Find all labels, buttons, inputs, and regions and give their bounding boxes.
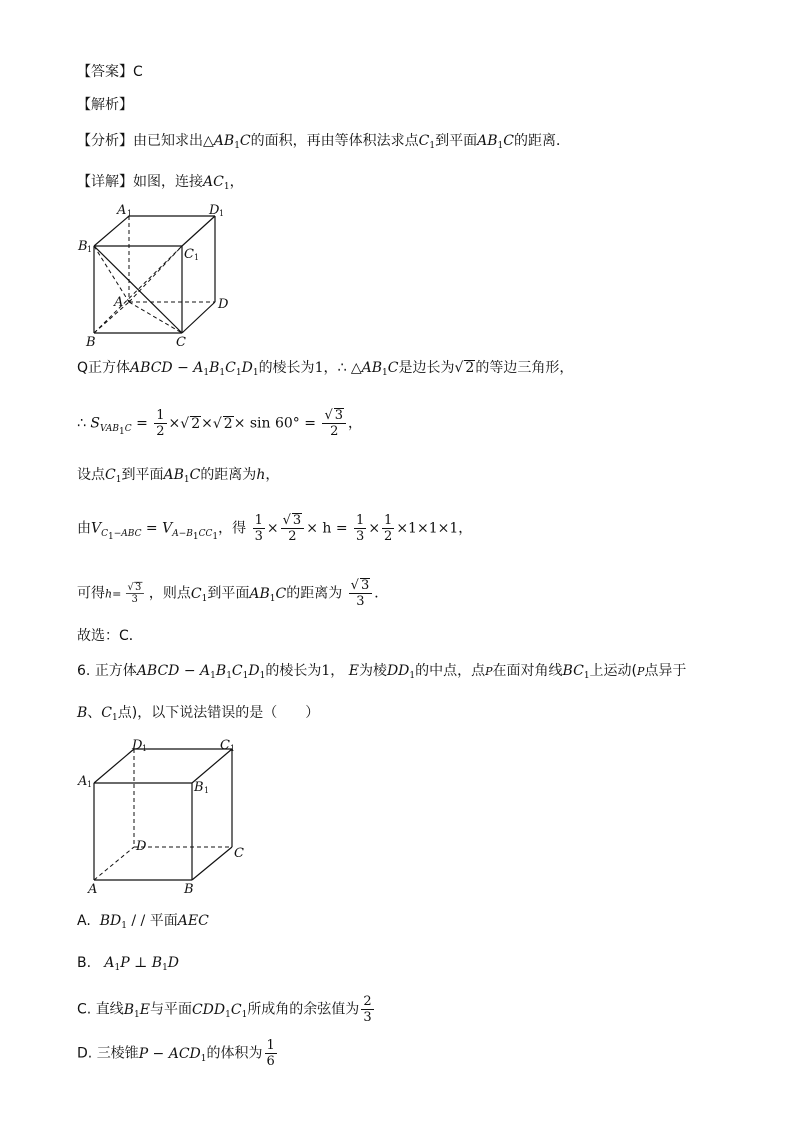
fig2-label-C: C xyxy=(234,846,244,861)
option-c-text-3: 所成角的余弦值为 xyxy=(247,1001,360,1018)
fig2-label-B1: B xyxy=(194,780,204,795)
lead-symbol: Q xyxy=(77,360,89,376)
q6-text-8: 点异于 xyxy=(644,663,687,679)
option-c: C. 直线$B_1E$与平面$CDD_1C_1$所成角的余弦值为 $\frac{2}{3}$ xyxy=(77,994,372,1025)
l3-text-4: ， xyxy=(265,467,280,483)
sin-expr: × sin 60° = xyxy=(233,415,316,432)
frac-third xyxy=(253,513,265,544)
l1-one: 1 xyxy=(314,360,324,376)
times: × xyxy=(168,415,181,432)
fig1-label-B1: B xyxy=(78,239,88,254)
frac-num: 1 xyxy=(266,1038,275,1053)
fig1-label-D: D xyxy=(218,297,229,312)
q6-text-3: ， xyxy=(330,663,345,679)
frac-den: 2 xyxy=(330,424,339,439)
fenxi-label: 【分析】 xyxy=(77,133,133,149)
frac-den: 3 xyxy=(131,593,139,606)
equals: = xyxy=(136,415,148,432)
frac-half xyxy=(154,408,166,439)
q6-one: 1 xyxy=(321,663,331,679)
therefore-symbol: ∴ xyxy=(337,360,347,376)
frac-h-small: $\frac{√ 3}{3}$ xyxy=(126,582,144,605)
l4-text-2: ，得 xyxy=(218,520,247,537)
l4-text-1: 由 xyxy=(77,520,91,537)
area-sub2: C xyxy=(124,423,132,434)
q6-text-4: 为棱 xyxy=(358,663,387,679)
frac-den: 3 xyxy=(363,1010,372,1025)
fig2-sub-A1: 1 xyxy=(87,780,93,789)
l1-text-2: 的棱长为 xyxy=(258,360,315,376)
q6-text-6: 在面对角线 xyxy=(492,663,563,679)
frac-den: 2 xyxy=(288,529,297,544)
option-c-text-1: 直线 xyxy=(95,1001,124,1018)
frac-num-root: 3 xyxy=(360,578,370,593)
area-symbol: S xyxy=(90,415,100,432)
fig2-sub-D1: 1 xyxy=(142,744,148,753)
option-d-expr: P − ACD xyxy=(138,1045,201,1062)
P-symbol-2: P xyxy=(637,665,645,678)
solution-line-1: Q正方体ABCD − $A_1B_1C_1D_1$的棱长为1，∴ $\triangle AB_1C$是边长为√ 2的等边三角形， xyxy=(77,360,574,378)
l5-text-2: ，则点 xyxy=(148,585,191,602)
fig1-sub-D1: 1 xyxy=(219,209,225,218)
option-b-label: B. xyxy=(77,955,92,971)
v-right-sub: A−B xyxy=(172,528,193,539)
fenxi-line: 【分析】由已知求出$\triangle AB_1C$的面积，再由等体积法求点$C_1$到平面$AB_1C$的距离． xyxy=(77,133,570,151)
fig2-label-A1: A xyxy=(78,774,88,789)
times-2: × xyxy=(201,415,213,432)
h-symbol-2: h xyxy=(105,587,113,601)
product-tail: ×1×1×1， xyxy=(396,520,473,537)
v-left-sub: C xyxy=(101,528,109,539)
l2-end: ， xyxy=(348,415,363,432)
xiangjie-label: 【详解】 xyxy=(77,174,133,190)
conclusion-text: 故选：C． xyxy=(77,628,143,644)
sqrt-2b: 2 xyxy=(223,415,233,432)
option-a-label: A. xyxy=(77,913,91,929)
fig1-label-A1: A xyxy=(117,203,127,218)
v-left-sub2: 1 xyxy=(108,531,114,542)
frac-den: 3 xyxy=(356,594,365,609)
option-d-text-1: 三棱锥 xyxy=(96,1045,139,1062)
answer-value: C xyxy=(133,64,143,80)
cube-figure-1 xyxy=(72,198,242,350)
option-c-frac xyxy=(361,994,373,1025)
q6-text-1: 正方体 xyxy=(94,663,137,679)
frac-num: 2 xyxy=(363,994,372,1009)
frac-num-root: 3 xyxy=(292,513,302,528)
fig2-label-C1: C xyxy=(220,738,230,753)
answer-line xyxy=(77,62,143,82)
frac-num-root: 3 xyxy=(334,408,344,423)
E-symbol: E xyxy=(348,663,359,679)
l1-text-1: 正方体 xyxy=(88,360,131,376)
option-b-expr2: P ⊥ B xyxy=(120,955,163,971)
q6-text-5: 的中点，点 xyxy=(415,663,486,679)
area-sub: VAB xyxy=(99,423,119,434)
l1-text-5: 的等边三角形， xyxy=(475,360,574,376)
frac-den: 6 xyxy=(266,1054,275,1069)
xiangjie-line: 【详解】如图，连接$AC_1$， xyxy=(77,174,244,192)
h-symbol: h xyxy=(256,467,266,483)
l3-text-3: 的距离为 xyxy=(200,467,257,483)
v-right-sub2: 1 xyxy=(192,531,199,542)
l5-text-5: ． xyxy=(374,585,389,602)
frac-num: 1 xyxy=(156,408,165,423)
frac-root3-2b: $\frac{√ 3}{2}$ xyxy=(281,513,305,544)
option-c-label: C. xyxy=(77,1001,92,1018)
option-b-expr3: D xyxy=(167,955,180,971)
equals-3: = xyxy=(112,587,122,601)
option-c-text-2: 与平面 xyxy=(149,1001,192,1018)
frac-num: 1 xyxy=(254,513,263,528)
conclusion-line xyxy=(77,626,143,646)
frac-den: 3 xyxy=(254,529,263,544)
option-b: B. $A_1P$ ⊥ $B_1D$ xyxy=(77,955,180,973)
fig2-label-B: B xyxy=(184,882,194,895)
frac-den: 2 xyxy=(384,529,393,544)
P-symbol: P xyxy=(485,665,493,678)
option-b-expr1: A xyxy=(104,955,115,971)
frac-root3-2: $\frac{√ 3}{2}$ xyxy=(322,408,346,439)
answer-label: 【答案】 xyxy=(77,64,133,80)
fig1-label-B: B xyxy=(86,335,96,350)
fenxi-text-2: 的面积，再由等体积法求点 xyxy=(250,133,419,149)
fig1-label-C1: C xyxy=(184,247,194,262)
l3-text-1: 设点 xyxy=(77,467,105,483)
analysis-label: 【解析】 xyxy=(77,97,133,113)
option-a-expr: BD xyxy=(99,913,122,929)
frac-root3-3: $\frac{√ 3}{3}$ xyxy=(349,578,373,609)
equals-2: = xyxy=(145,520,158,537)
q6-text-2: 的棱长为 xyxy=(265,663,322,679)
frac-num: 1 xyxy=(384,513,393,528)
analysis-heading xyxy=(77,95,133,115)
cube-figure-2 xyxy=(72,735,252,895)
V-left: V xyxy=(91,520,102,537)
frac-num-root: 3 xyxy=(135,581,142,594)
fig2-sub-B1: 1 xyxy=(204,786,210,795)
sqrt-2: 2 xyxy=(465,360,475,376)
fig2-label-D1: D xyxy=(132,738,143,753)
q6-text-9: 点)，以下说法错误的是（ ） xyxy=(117,705,320,721)
fig2-sub-C1: 1 xyxy=(230,744,236,753)
sqrt-2a: 2 xyxy=(191,415,201,432)
l1-text-4: 是边长为 xyxy=(398,360,455,376)
fig1-sub-A1: 1 xyxy=(127,209,133,218)
frac-den: 3 xyxy=(356,529,365,544)
fig2-label-A: A xyxy=(88,882,98,895)
question-number: 6. xyxy=(77,663,91,679)
V-right: V xyxy=(162,520,173,537)
fenxi-text-1: 由已知求出 xyxy=(133,133,203,149)
frac-num: 1 xyxy=(356,513,365,528)
option-a-text: 平面 xyxy=(149,913,178,929)
v-left-sub3: −ABC xyxy=(113,528,142,539)
fig1-sub-B1: 1 xyxy=(87,245,93,254)
v-right-sub3: CC xyxy=(198,528,213,539)
option-a-plane: AEC xyxy=(177,913,209,929)
option-a: A. $BD_1$ / / 平面AEC xyxy=(77,913,209,931)
frac-den: 2 xyxy=(156,424,165,439)
fenxi-text-3: 到平面 xyxy=(435,133,478,149)
times-h: × h = xyxy=(306,520,348,537)
l5-text-4: 的距离为 xyxy=(286,585,343,602)
option-d-label: D. xyxy=(77,1045,93,1062)
fenxi-text-4: 的距离． xyxy=(513,133,570,149)
l3-text-2: 到平面 xyxy=(121,467,164,483)
v-right-sub4: 1 xyxy=(212,531,219,542)
l5-text-3: 到平面 xyxy=(207,585,250,602)
therefore-symbol-2: ∴ xyxy=(77,415,86,432)
xiangjie-text-2: ， xyxy=(229,174,244,190)
solution-line-3: 设点$C_1$到平面$AB_1C$的距离为h， xyxy=(77,467,280,485)
fig2-label-D: D xyxy=(136,839,147,854)
frac-half-2 xyxy=(382,513,394,544)
solution-line-2: ∴ $S_{VAB_1C}$ = $\frac{1}{2}$ ×√ 2×√ 2× sin 60° = $\frac{√ 3}{2}$ ， xyxy=(77,408,363,439)
fig1-label-C: C xyxy=(176,335,186,350)
fig1-label-A: A xyxy=(114,295,124,310)
l5-text-1: 可得 xyxy=(77,585,105,602)
xiangjie-text-1: 如图，连接 xyxy=(133,174,203,190)
question-6-line-1: 6. 正方体ABCD − $A_1B_1C_1D_1$的棱长为1， E为棱$DD_1$的中点，点P在面对角线$BC_1$上运动(P点异于 xyxy=(77,663,687,681)
solution-line-5: 可得h= $\frac{√ 3}{3}$ ，则点$C_1$到平面$AB_1C$的距离为 $\frac{√ 3}{3}$ ． xyxy=(77,578,389,609)
frac-third-2 xyxy=(354,513,366,544)
question-6-line-2: B、$C_1$点)，以下说法错误的是（ ） xyxy=(77,705,320,723)
fig1-sub-C1: 1 xyxy=(194,253,200,262)
option-d-frac xyxy=(265,1038,277,1069)
fig1-label-D1: D xyxy=(209,203,220,218)
option-d-text-2: 的体积为 xyxy=(206,1045,263,1062)
option-d: D. 三棱锥$P - ACD_1$的体积为 $\frac{1}{6}$ xyxy=(77,1038,275,1069)
parallel-symbol: / / xyxy=(126,913,150,929)
q6-text-7: 上运动( xyxy=(589,663,638,679)
l1-text-3: ， xyxy=(323,360,338,376)
solution-line-4: 由$V_{C_1-ABC} = V_{A-B_1CC_1}$，得 $\frac{1}{3}$ × $\frac{√ 3}{2}$ × h = $\frac{1}{3}$ × $\frac{1}{2}$ ×1×1×1， xyxy=(77,513,473,544)
